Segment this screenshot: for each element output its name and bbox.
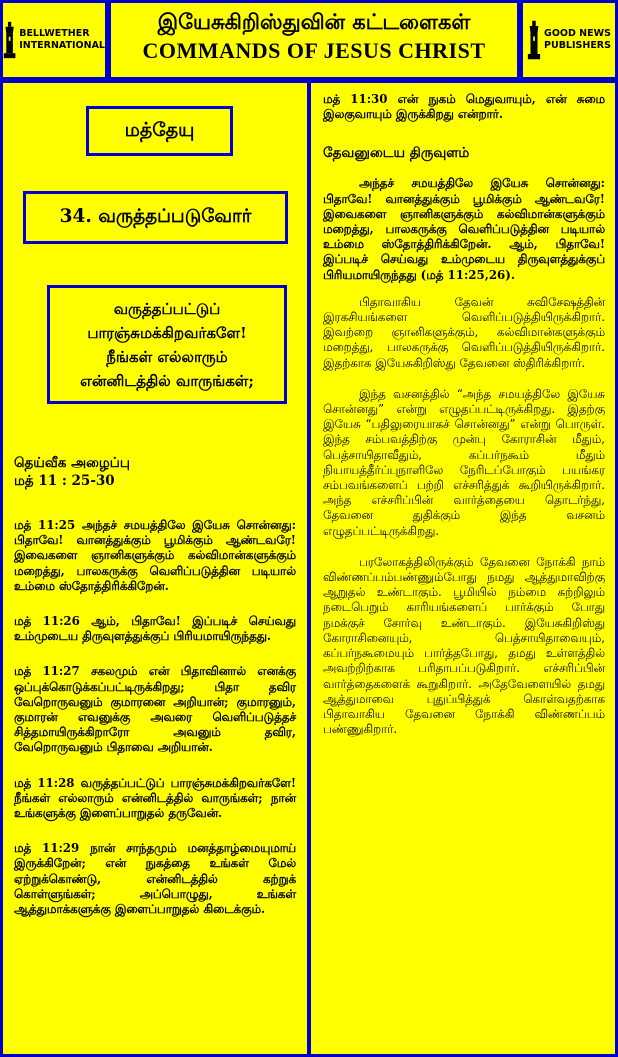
left-section-title: தெய்வீக அழைப்பு bbox=[14, 455, 130, 471]
verse-11-28: மத் 11:28 வருத்தப்பட்டுப் பாரஞ்சுமக்கிறவர்களே! நீங்கள் எல்லாரும் என்னிடத்தில் வாருங்கள்; நான் உங்களுக்கு இளைப்பாறுதல் தருவேன். bbox=[14, 775, 296, 821]
right-body bbox=[323, 92, 605, 747]
book-title: மத்தேயு bbox=[124, 118, 195, 141]
left-logo-line-2: INTERNATIONAL bbox=[19, 40, 105, 51]
verse-11-29: மத் 11:29 நான் சாந்தமும் மனத்தாழ்மையுமாய் இருக்கிறேன்; என் நுகத்தை உங்கள் மேல் ஏற்றுக்கொண்டு, என்னிடத்தில் கற்றுக் கொள்ளுங்கள்; அப்பொழுது, உங்கள் ஆத்துமாக்களுக்கு இளைப்பாறுதல் கிடைக்கும். bbox=[14, 841, 296, 917]
left-logo-line-1: BELLWETHER bbox=[19, 28, 90, 39]
scripture-quote-text: அந்தச் சமயத்திலே இயேசு சொன்னது: பிதாவே! வானத்துக்கும் பூமிக்கும் ஆண்டவரே! இவைகளை ஞானிகளுக்கும் கல்விமான்களுக்கும் மறைத்து, பாலகருக்கு வெளிப்படுத்தின படியால் உம்மை ஸ்தோத்திரிக்கிறேன். ஆம், பிதாவே! இப்படிச் செய்வது உம்முடைய திருவுளத்துக்குப் பிரியமாயிருந்தது bbox=[323, 176, 605, 282]
quote-box bbox=[47, 285, 287, 404]
right-logo-line-1: GOOD NEWS bbox=[544, 28, 611, 39]
left-logo bbox=[0, 0, 108, 80]
right-section-title: தேவனுடைய திருவுளம் bbox=[323, 145, 470, 162]
verse-11-30: மத் 11:30 என் நுகம் மெதுவாயும், என் சுமை இலகுவாயும் இருக்கிறது என்றார். bbox=[323, 92, 605, 122]
english-title: COMMANDS OF JESUS CHRIST bbox=[142, 38, 486, 63]
verse-11-27: மத் 11:27 சகலமும் என் பிதாவினால் எனக்கு ஒப்புக்கொடுக்கப்பட்டிருக்கிறது; பிதா தவிர வேறொருவனும் குமாரனை அறியான்; குமாரனும், குமாரன் எவனுக்கு அவரை வெளிப்படுத்தச் சித்தமாயிருக்கிறாரோ அவனும் தவிர, வேறொருவனும் பிதாவை அறியான். bbox=[14, 664, 296, 755]
title-banner bbox=[108, 0, 520, 80]
left-body bbox=[14, 454, 296, 927]
quote-line-4: என்னிடத்தில் வாருங்கள்; bbox=[80, 371, 254, 390]
book-box bbox=[86, 106, 233, 156]
topic-box bbox=[23, 191, 288, 244]
commentary-paragraph-3: பரலோகத்திலிருக்கும் தேவனை நோக்கி நாம் விண்ணப்பம்பண்ணும்போது நமது ஆத்துமாவிற்கு ஆறுதல் உண்டாகும். பூமியில் நம்மை சுற்றிலும் நடைபெறும் காரியங்களைப் பார்க்கும் போது நமக்குச் சோர்வு உண்டாகும். இயேசுகிறிஸ்து கோராசினையும், பெத்சாயிதாவையும், கப்பர்நகூமையும் பார்த்தபோது, தமது உள்ளத்தில் அவற்றிற்காக பரிதாபப்படுகிறார். எச்சரிப்பின் வார்த்தைகளைக் கூறுகிறார். அதேவேளையில் தமது ஆத்துமாவை புதுப்பித்துக் கொள்வதற்காக பிதாவாகிய தேவனை நோக்கி விண்ணப்பம் பண்ணுகிறார். bbox=[323, 554, 605, 737]
topic-title: 34. வருத்தப்படுவோர் bbox=[59, 206, 252, 227]
commentary-paragraph-1: பிதாவாகிய தேவன் சுவிசேஷத்தின் இரகசியங்களை வெளிப்படுத்தியிருக்கிறார். இவற்றை ஞானிகளுக்கும், கல்விமான்களுக்கும் மறைத்து, பாலகருக்கு வெளிப்படுத்தியிருக்கிறார். இதற்காக இயேசுகிறிஸ்து தேவனை ஸ்திரிக்கிறார். bbox=[323, 294, 605, 370]
bell-tower-icon bbox=[3, 18, 16, 62]
verse-11-25: மத் 11:25 அந்தச் சமயத்திலே இயேசு சொன்னது: பிதாவே! வானத்துக்கும் பூமிக்கும் ஆண்டவரே! இவைகளை ஞானிகளுக்கும் கல்விமான்களுக்கும் மறைத்து, பாலகருக்கு வெளிப்படுத்தின படியால் உம்மை ஸ்தோத்திரிக்கிறேன். bbox=[14, 518, 296, 593]
verse-11-26: மத் 11:26 ஆம், பிதாவே! இப்படிச் செய்வது உம்முடைய திருவுளத்துக்குப் பிரியமாயிருந்தது. bbox=[14, 614, 296, 644]
quote-line-1: வருத்தப்பட்டுப் bbox=[113, 299, 221, 318]
scripture-quote-ref: (மத் 11:25,26). bbox=[420, 267, 515, 282]
bell-tower-icon bbox=[527, 18, 541, 62]
quote-line-2: பாரஞ்சுமக்கிறவர்களே! bbox=[87, 323, 247, 342]
tamil-title: இயேசுகிறிஸ்துவின் கட்டளைகள் bbox=[157, 9, 471, 34]
right-logo bbox=[520, 0, 618, 80]
quote-line-3: நீங்கள் எல்லாரும் bbox=[106, 347, 228, 366]
commentary-paragraph-2: இந்த வசனத்தில் “அந்த சமயத்திலே இயேசு சொன்னது” என்று எழுதப்பட்டிருக்கிறது. இதற்கு இயேசு “பதிலுரையாகச் சொன்னது” என்று பொருள். இந்த சம்பவத்திற்கு முன்பு கோராசின் மீதும், பெத்சாயிதாவீதும், கப்பர்நகூம் மீதும் நியாயத்தீர்ப்புநாளிலே நேரிடப்போகும் பயங்கர சம்பவங்களைப் பற்றி எச்சரித்துக் கூறியிருக்கிறார். அந்த எச்சரிப்பின் வார்த்தையை தொடர்ந்து, தேவனை துதிக்கும் இந்த வசனம் எழுதப்பட்டிருக்கிறது. bbox=[323, 386, 605, 538]
scripture-quote bbox=[323, 176, 605, 282]
right-logo-line-2: PUBLISHERS bbox=[544, 40, 611, 51]
left-section-ref: மத் 11 : 25-30 bbox=[14, 473, 115, 489]
